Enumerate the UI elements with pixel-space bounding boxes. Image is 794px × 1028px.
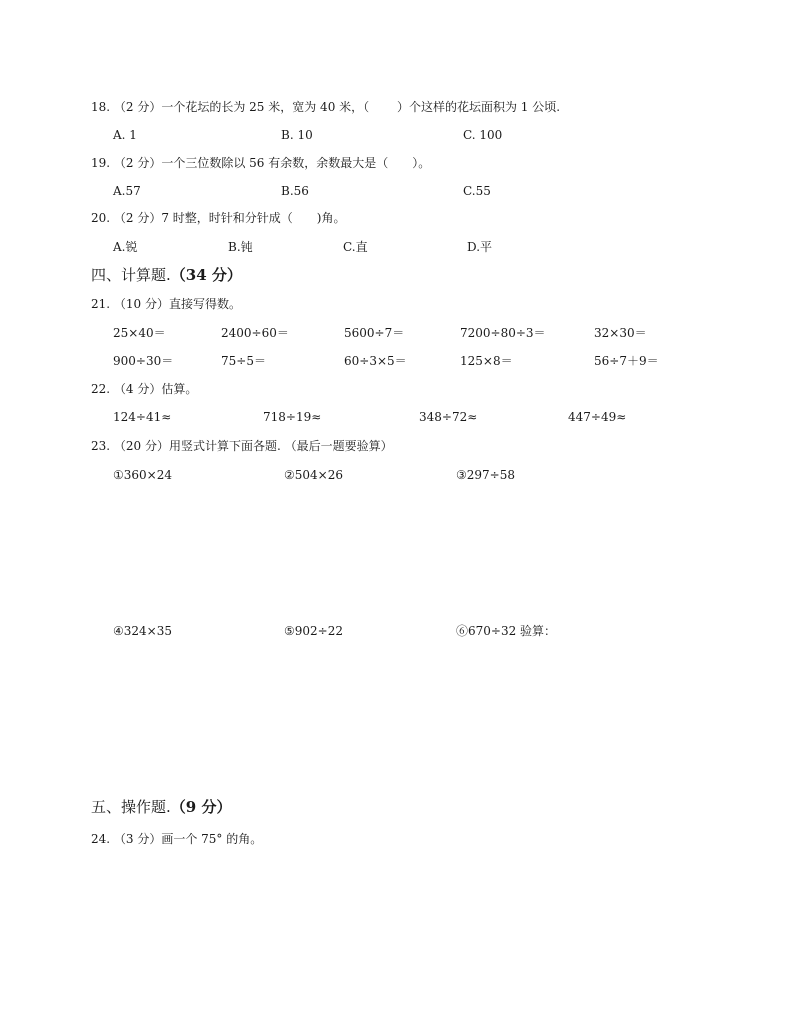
q22-item: 447÷49≈ <box>568 410 627 424</box>
question-19-option-c: C.55 <box>463 184 491 198</box>
section-4-score: （34 分） <box>170 266 242 284</box>
question-20-option-b: B.钝 <box>228 240 253 254</box>
q23-item: ①360×24 <box>113 468 172 482</box>
q21-item: 2400÷60＝ <box>221 326 289 340</box>
section-5-heading <box>91 800 231 815</box>
q21-item: 75÷5＝ <box>221 354 266 368</box>
q23-item: ⑤902÷22 <box>284 624 343 638</box>
q21-item: 60÷3×5＝ <box>344 354 407 368</box>
q21-item: 25×40＝ <box>113 326 166 340</box>
question-19-option-b: B.56 <box>281 184 309 198</box>
question-22-stem: 22. （4 分）估算。 <box>91 382 198 396</box>
question-21-stem: 21. （10 分）直接写得数。 <box>91 297 241 311</box>
q22-item: 718÷19≈ <box>263 410 322 424</box>
question-24-stem: 24. （3 分）画一个 75° 的角。 <box>91 832 263 846</box>
q21-item: 32×30＝ <box>594 326 647 340</box>
question-20-stem: 20. （2 分）7 时整，时针和分针成（ )角。 <box>91 211 346 225</box>
q23-item: ③297÷58 <box>456 468 515 482</box>
q23-item: ④324×35 <box>113 624 172 638</box>
q22-item: 348÷72≈ <box>419 410 478 424</box>
q23-item: ②504×26 <box>284 468 343 482</box>
question-20-option-a: A.锐 <box>113 240 138 254</box>
section-5-title: 五、操作题. <box>91 798 171 816</box>
q21-item: 56÷7＋9＝ <box>594 354 659 368</box>
section-5-score: （9 分） <box>170 798 232 816</box>
question-18-option-a: A. 1 <box>113 128 137 142</box>
question-19-option-a: A.57 <box>113 184 141 198</box>
question-18-option-b: B. 10 <box>281 128 313 142</box>
question-18-option-c: C. 100 <box>463 128 503 142</box>
q21-item: 125×8＝ <box>460 354 513 368</box>
question-18-stem: 18. （2 分）一个花坛的长为 25 米，宽为 40 米，（ ）个这样的花坛面积为 1 公顷. <box>91 100 561 114</box>
question-20-option-c: C.直 <box>343 240 368 254</box>
q21-item: 7200÷80÷3＝ <box>460 326 546 340</box>
section-4-title: 四、计算题. <box>91 266 171 284</box>
q22-item: 124÷41≈ <box>113 410 172 424</box>
q21-item: 900÷30＝ <box>113 354 174 368</box>
section-4-heading <box>91 268 242 283</box>
question-20-option-d: D.平 <box>467 240 493 254</box>
question-23-stem: 23. （20 分）用竖式计算下面各题. （最后一题要验算） <box>91 439 393 453</box>
q23-item: ⑥670÷32 验算： <box>456 624 557 638</box>
question-19-stem: 19. （2 分）一个三位数除以 56 有余数，余数最大是（ ）。 <box>91 156 431 170</box>
q21-item: 5600÷7＝ <box>344 326 405 340</box>
